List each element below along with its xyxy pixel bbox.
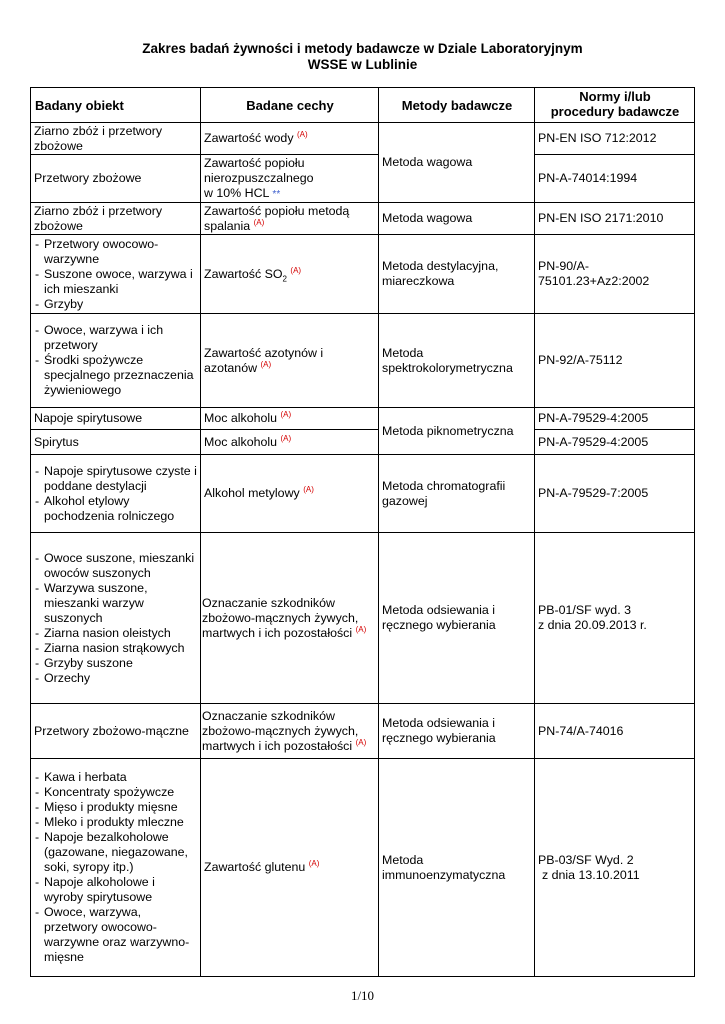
table-row [31, 314, 695, 408]
feature-text: Zawartość glutenu [204, 860, 306, 874]
feature-cell [201, 314, 379, 408]
table-header-row [31, 88, 695, 123]
norm-cell: PN-90/A-75101.23+Az2:2002 [535, 235, 695, 314]
norm-line: PB-03/SF Wyd. 2 [538, 852, 634, 867]
page-number: 1/10 [350, 988, 375, 1003]
object-cell: Napoje spirytusowe [31, 408, 201, 430]
feature-text: Zawartość popiołu metodą spalania [204, 203, 350, 233]
accredited-mark: (A) [253, 217, 265, 227]
table-row [31, 533, 695, 704]
feature-cell [201, 235, 379, 314]
feature-cell [201, 408, 379, 430]
double-star-mark: ** [272, 188, 281, 200]
list-item: - Ziarna nasion oleistych [34, 626, 197, 641]
feature-cell [201, 155, 379, 203]
header-object: Badany obiekt [31, 88, 201, 123]
list-item: - Warzywa suszone, mieszanki warzyw suszonych [34, 581, 197, 626]
header-norm [535, 88, 695, 123]
feature-text: Moc alkoholu [204, 411, 278, 425]
feature-text: Oznaczanie szkodników zbożowo-mącznych żywych, martwych i ich pozostałości [202, 708, 359, 753]
feature-line: nierozpuszczalnego [204, 170, 314, 185]
feature-line: Zawartość popiołu [204, 155, 305, 170]
feature-text: Zawartość SO [204, 266, 283, 281]
norm-line: z dnia 13.10.2011 [542, 867, 640, 882]
norm-line: PB-01/SF wyd. 3 [538, 603, 631, 617]
accredited-mark: (A) [290, 265, 302, 275]
accredited-mark: (A) [308, 858, 320, 868]
list-item: - Owoce, warzywa, przetwory owocowo-warzywne oraz warzywno-mięsne [34, 905, 197, 965]
document-subtitle: WSSE w Lublinie [307, 57, 418, 72]
list-item: - Napoje bezalkoholowe (gazowane, niegazowane, soki, syropy itp.) [34, 830, 197, 875]
subscript: 2 [282, 273, 287, 283]
list-item: - Przetwory owocowo-warzywne [34, 237, 197, 267]
object-cell: Ziarno zbóż i przetwory zbożowe [31, 203, 201, 235]
norm-cell [535, 759, 695, 977]
list-item: - Mięso i produkty mięsne [34, 800, 197, 815]
norm-cell: PN-A-79529-7:2005 [535, 455, 695, 533]
feature-cell [201, 123, 379, 155]
accredited-mark: (A) [280, 433, 292, 443]
object-cell [31, 759, 201, 977]
norm-cell [535, 533, 695, 704]
header-feature: Badane cechy [201, 88, 379, 123]
accredited-mark: (A) [355, 624, 367, 634]
feature-cell [201, 533, 379, 704]
list-item: - Alkohol etylowy pochodzenia rolniczego [34, 494, 197, 524]
feature-text: w 10% HCL [204, 185, 269, 200]
header-norm-line1: Normy i/lub [579, 89, 651, 104]
norm-line: z dnia 20.09.2013 r. [538, 618, 647, 632]
norm-cell: PN-EN ISO 712:2012 [535, 123, 695, 155]
list-item: - Napoje alkoholowe i wyroby spirytusowe [34, 875, 197, 905]
feature-text: Zawartość wody [204, 131, 294, 145]
table-row [31, 704, 695, 759]
accredited-mark: (A) [296, 129, 308, 139]
object-cell: Ziarno zbóż i przetwory zbożowe [31, 123, 201, 155]
method-cell: Metoda chromatografii gazowej [379, 455, 535, 533]
feature-cell [201, 455, 379, 533]
method-cell: Metoda odsiewania i ręcznego wybierania [379, 533, 535, 704]
feature-cell [201, 203, 379, 235]
feature-cell [201, 704, 379, 759]
list-item: - Grzyby suszone [34, 656, 197, 671]
list-item: - Owoce, warzywa i ich przetwory [34, 323, 197, 353]
feature-line [204, 186, 375, 202]
list-item: - Suszone owoce, warzywa i ich mieszanki [34, 267, 197, 297]
accredited-mark: (A) [355, 737, 367, 747]
accredited-mark: (A) [280, 409, 292, 419]
list-item: - Napoje spirytusowe czyste i poddane destylacji [34, 464, 197, 494]
accredited-mark: (A) [303, 484, 314, 494]
norm-cell: PN-A-74014:1994 [535, 155, 695, 203]
object-cell [31, 533, 201, 704]
method-cell: Metoda odsiewania i ręcznego wybierania [379, 704, 535, 759]
header-norm-line2: procedury badawcze [550, 104, 680, 119]
method-cell: Metoda immunoenzymatyczna [379, 759, 535, 977]
list-item: - Kawa i herbata [34, 770, 197, 785]
norm-cell: PN-EN ISO 2171:2010 [535, 203, 695, 235]
food-testing-table [30, 87, 695, 977]
object-cell: Przetwory zbożowo-mączne [31, 704, 201, 759]
feature-cell [201, 759, 379, 977]
table-row [31, 759, 695, 977]
list-item: - Koncentraty spożywcze [34, 785, 197, 800]
method-cell: Metoda spektrokolorymetryczna [379, 314, 535, 408]
document-title: Zakres badań żywności i metody badawcze w Dziale Laboratoryjnym [142, 41, 583, 56]
feature-text: Oznaczanie szkodników zbożowo-mącznych żywych, martwych i ich pozostałości [202, 595, 359, 640]
list-item: - Środki spożywcze specjalnego przeznaczenia żywieniowego [34, 353, 197, 398]
list-item: - Grzyby [34, 297, 197, 312]
object-cell [31, 314, 201, 408]
table-row [31, 155, 695, 203]
object-cell: Spirytus [31, 430, 201, 455]
object-cell [31, 235, 201, 314]
norm-cell: PN-A-79529-4:2005 [535, 408, 695, 430]
table-row [31, 203, 695, 235]
list-item: - Ziarna nasion strąkowych [34, 641, 197, 656]
norm-cell: PN-A-79529-4:2005 [535, 430, 695, 455]
list-item: - Owoce suszone, mieszanki owoców suszonych [34, 551, 197, 581]
object-cell: Przetwory zbożowe [31, 155, 201, 203]
norm-cell: PN-92/A-75112 [535, 314, 695, 408]
table-row [31, 430, 695, 455]
table-row [31, 123, 695, 155]
object-cell [31, 455, 201, 533]
feature-text: Alkohol metylowy [204, 486, 300, 500]
norm-cell: PN-74/A-74016 [535, 704, 695, 759]
list-item: - Mleko i produkty mleczne [34, 815, 197, 830]
method-cell: Metoda wagowa [379, 203, 535, 235]
header-method: Metody badawcze [379, 88, 535, 123]
accredited-mark: (A) [260, 359, 272, 369]
feature-cell [201, 430, 379, 455]
table-row [31, 455, 695, 533]
table-row [31, 235, 695, 314]
table-row [31, 408, 695, 430]
method-cell: Metoda destylacyjna, miareczkowa [379, 235, 535, 314]
method-cell: Metoda piknometryczna [379, 408, 535, 455]
method-cell: Metoda wagowa [379, 123, 535, 203]
feature-text: Moc alkoholu [204, 434, 278, 449]
feature-text: Zawartość azotynów i azotanów [204, 345, 324, 375]
list-item: - Orzechy [34, 671, 197, 686]
